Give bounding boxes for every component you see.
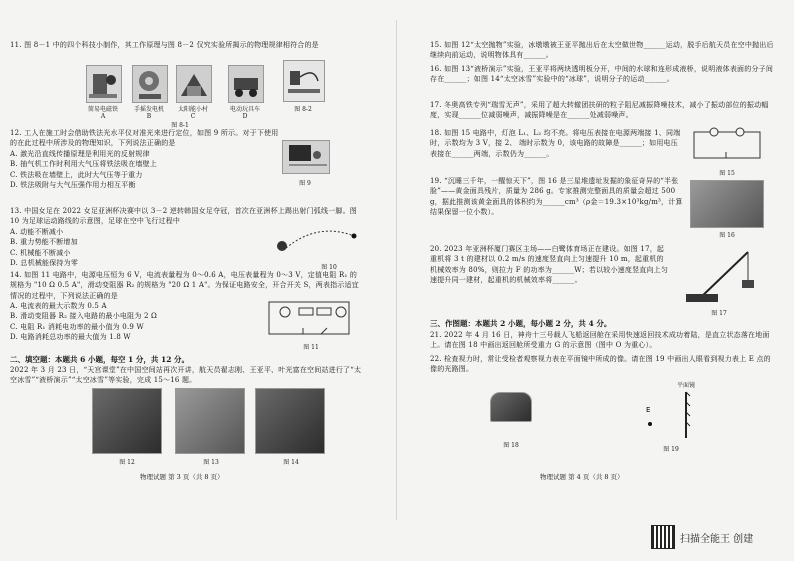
option-a-label: A: [100, 113, 106, 120]
question-15-text: 15. 如图 12“太空抛物”实验，冰墩墩被王亚平抛出后在太空做世物______运动，脱手后航天员在空中抛出后继续向前运动，说明物体具有______。: [430, 41, 774, 60]
liquid-bridge-photo: [175, 388, 245, 454]
point-e-label: E: [646, 406, 651, 414]
crane-boom: [698, 252, 748, 300]
figure-13-caption: 图 13: [203, 459, 219, 466]
question-13-option-c: C. 机械能不断减小: [10, 248, 71, 257]
question-13-option-b: B. 重力势能不断增加: [10, 238, 78, 247]
question-14-option-c: C. 电阻 R₁ 消耗电功率的最小值为 0.9 W: [10, 322, 144, 331]
question-19: [430, 176, 685, 218]
solar-village-image: [176, 65, 212, 103]
question-14-option-b: B. 滑动变阻器 R₂ 接入电路的最小电阻为 2 Ω: [10, 312, 158, 321]
figure-12-caption: 图 12: [119, 459, 135, 466]
question-20-text: 20. 2023 年亚洲杯厦门赛区主场——白鹭体育场正在建设。如图 17，起重机将 3 t 的建材以 0.2 m/s 的速度竖直向上匀速提升 10 m，起重机的机械效率为 80%，则拉力 F 的功率为______W；若以较小速度竖直向上匀速提升同一建材，起重机的机械效率将______。: [430, 245, 669, 285]
option-c-label: C: [190, 113, 196, 120]
option-c-caption: 太阳能小村: [177, 106, 208, 113]
gold-mask-photo: [690, 180, 764, 228]
question-14: [10, 270, 362, 301]
page-gutter: [396, 20, 397, 520]
question-16-text: 16. 如图 13“液桥演示”实验，王亚平将两块透明板分开，中间的水球和连形成液桥，说明液体表面的分子间存在______；如图 14“太空冰雪”实验中的“冰球”，说明分子的运动______。: [430, 65, 774, 84]
mirror-label: 平面镜: [676, 382, 695, 389]
left-page-footer: 物理试题 第 3 页（共 8 页）: [140, 473, 224, 481]
electromagnet-image: [86, 65, 122, 103]
section-2-heading: 二、填空题：本题共 6 小题，每空 1 分，共 12 分。: [10, 355, 190, 364]
question-11-stem: 11. 图 8－1 中的四个科技小制作，其工作原理与图 8－2 仅究实验所揭示的物理规律相符合的是: [10, 41, 319, 49]
option-d-label: D: [242, 113, 248, 120]
football-icon: [352, 234, 357, 239]
player-head-icon: [277, 241, 287, 251]
question-12-stem: 12. 工人在施工时会借助铁法光水平仪对准光来进行定位，如图 9 所示。对于下使用的在此过程中所涉及的物理知识，下列说法正确的是: [10, 129, 279, 148]
switch-icon: [321, 328, 327, 334]
figure-8-2-caption: 图 8-2: [294, 106, 312, 113]
question-12-option-a: A. 激光沿直线传播原理是利用光的反射规律: [10, 149, 150, 158]
question-11: [10, 40, 362, 50]
question-14-option-a: A. 电流表的最大示数为 0.5 A: [10, 302, 107, 310]
section-2-intro: [10, 365, 362, 386]
circuit-wire: [694, 132, 760, 158]
figure-11-caption: 图 11: [303, 344, 319, 351]
question-18-text: 18. 如图 15 电路中，灯泡 L₁、L₂ 均不亮。将电压表接在电源两端接 1、同端时，示数均为 3 V，接 2、 端时示数为 0，该电路的故障是______；如用电压表接在______两端，示数仍为______。: [430, 129, 681, 158]
question-18: [430, 128, 685, 159]
crane-figure-17: [678, 244, 768, 306]
question-13-option-d: D. 总机械能保持为零: [10, 259, 79, 268]
figure-8-1-caption: 图 8-1: [171, 122, 189, 129]
question-17-text: 17. 冬奥高铁专列“瑞雪无声”，采用了超大转辙团扶研的粒子阻尼减振降噪技术，减小了振动部位的振动幅度，实现______位减弱噪声，减振降噪是在______处减弱噪声。: [430, 101, 769, 120]
ball-path: [286, 231, 354, 248]
mirror-figure-19: [640, 390, 700, 442]
option-a-caption: 简易电磁铁: [87, 106, 118, 113]
figure-15-caption: 图 15: [719, 170, 735, 177]
question-22-text: 22. 检查视力时，常让受检者观察视力表在平面镜中所成的像。请在图 19 中画出人眼看到视力表上 E 点的像的光路图。: [430, 355, 771, 374]
resistor-r1-icon: [299, 308, 313, 315]
question-12-option-c: C. 铁法吸在墙壁上，此时大气压等于重力: [10, 170, 143, 179]
hand-generator-image: [132, 65, 168, 103]
scanner-watermark: 扫描全能王 创建: [680, 534, 754, 545]
crane-load: [742, 280, 754, 288]
intro-text: 2022 年 3 月 23 日，“天宫课堂”在中国空间站再次开讲，航天员翟志刚、王亚平、叶光富在空间站进行了“太空冰雪”“液桥演示”“太空冰雪”等实验，完成 15～16 题。: [10, 366, 362, 385]
question-14-options: [10, 301, 260, 343]
question-19-text: 19. “沉睡三千年，一醒惊天下”，图 16 是三星堆遗址发掘的象征奇异的“半张脸”——黄金面具残片，质量为 286 g。专家推测完整面具的质量会超过 500 g，据此推测该黄金面具的体积约为______cm³（ρ金＝19.3×10³kg/m³，计算结果保留一位小数）。: [430, 177, 683, 217]
section-3-heading: 三、作图题：本题共 2 小题，每小题 2 分，共 4 分。: [430, 319, 612, 328]
electric-toy-car-image: [228, 65, 264, 103]
right-page-footer: 物理试题 第 4 页（共 8 页）: [540, 473, 624, 481]
lamp-l1-icon: [710, 128, 718, 136]
question-17: [430, 100, 775, 121]
figure-18-caption: 图 18: [503, 442, 519, 449]
question-14-stem: 14. 如图 11 电路中，电源电压恒为 6 V，电流表量程为 0～0.6 A，电压表量程为 0～3 V，定值电阻 R₁ 的规格为 "10 Ω 0.5 A"，滑动变阻器 R₂ 的规格为 "20 Ω 1 A"。为保证电路安全，开合开关 S，两表指示适宜情况的过程中，下列说法正确的是: [10, 271, 359, 300]
option-b-label: B: [146, 113, 152, 120]
circuit-figure-15: [690, 126, 768, 166]
question-12-option-d: D. 铁法吸附与大气压强作用力相互平衡: [10, 181, 136, 190]
experiment-fig-8-2: [283, 60, 325, 102]
question-14-option-d: D. 电路消耗总功率的最大值为 1.8 W: [10, 333, 131, 342]
figure-17-caption: 图 17: [711, 310, 727, 317]
eye-point-icon: [648, 422, 652, 426]
figure-14-caption: 图 14: [283, 459, 299, 466]
question-16: [430, 64, 775, 85]
question-12-option-b: B. 抽气机工作时利用大气压将铁法吸在墙壁上: [10, 160, 157, 169]
question-21: [430, 330, 775, 351]
space-throw-photo: [92, 388, 162, 454]
figure-9-caption: 图 9: [299, 180, 311, 187]
question-20: [430, 244, 670, 286]
question-13-option-a: A. 动能不断减小: [10, 227, 64, 236]
resistor-r2-icon: [317, 308, 331, 315]
question-21-text: 21. 2022 年 4 月 16 日，神舟十三号载人飞船返回舱在采用快速返回技术成功着陆，是直立状态落在地面上。请在图 18 中画出返回舱所受重力 G 的示意图（图中 O 为重心）。: [430, 331, 770, 350]
option-b-caption: 手摇发电机: [133, 106, 164, 113]
qr-code-icon: [651, 525, 675, 549]
football-trajectory-figure: [270, 222, 360, 262]
question-12: [10, 128, 280, 190]
crane-base: [686, 294, 718, 302]
option-d-caption: 电动玩具车: [229, 106, 260, 113]
lamp-l2-icon: [736, 128, 744, 136]
question-13-stem: 13. 中国女足在 2022 女足亚洲杯决赛中以 3－2 逆转韩国女足夺冠，首次在亚洲杯上踢出射门弧线一脚。图 10 为足球运动路线的示意图，足球在空中飞行过程中: [10, 207, 357, 226]
ammeter-icon: [336, 307, 346, 317]
question-15: [430, 40, 775, 61]
figure-16-caption: 图 16: [719, 232, 735, 239]
laser-level-image: [282, 140, 330, 174]
voltmeter-icon: [280, 307, 290, 317]
question-22: [430, 354, 775, 375]
figure-10-caption: 图 10: [321, 264, 337, 271]
return-capsule-photo: [490, 392, 532, 422]
circuit-wire: [269, 302, 349, 334]
figure-19-caption: 图 19: [663, 446, 679, 453]
circuit-figure-11: [265, 298, 355, 340]
space-ice-photo: [255, 388, 325, 454]
